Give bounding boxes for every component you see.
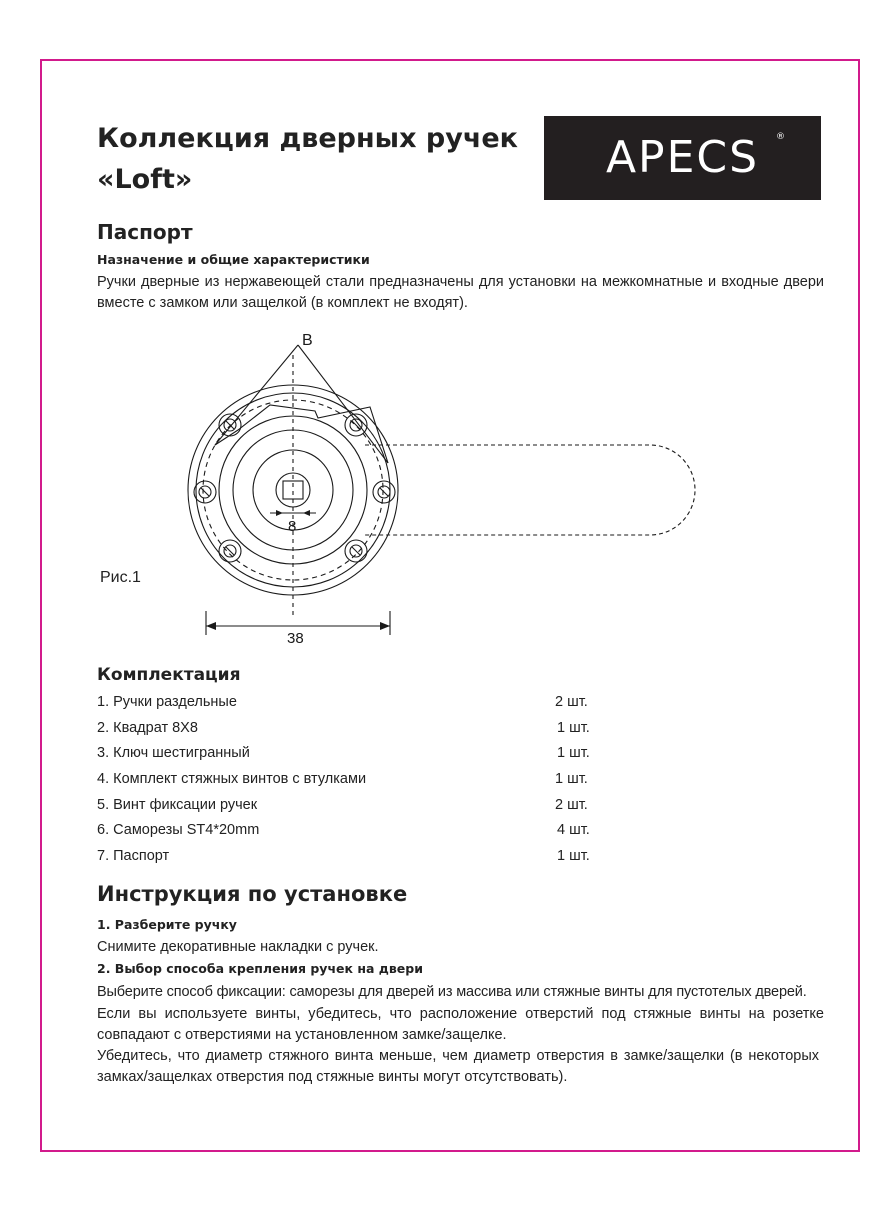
step1-text: Снимите декоративные накладки с ручек. xyxy=(97,939,379,955)
registered-mark: ® xyxy=(776,132,785,142)
step2-text-3: Убедитесь, что диаметр стяжного винта меньше, чем диаметр отверстия в замке/защелки (в некоторых замках/защелках отверстия под стяжные винты могут отсутствовать). xyxy=(97,1048,819,1085)
kit-item-name: 6. Саморезы ST4*20mm xyxy=(97,822,260,839)
screw-hole-bottom-left xyxy=(219,540,241,562)
list-item xyxy=(97,741,617,767)
screw-hole-bottom-right xyxy=(345,540,367,562)
figure-caption: Рис.1 xyxy=(100,569,141,586)
handle-outline xyxy=(365,445,695,535)
kit-item-qty: 1 шт. xyxy=(557,848,590,865)
kit-item-name: 5. Винт фиксации ручек xyxy=(97,796,258,813)
title-line-2: «Loft» xyxy=(97,164,193,195)
screw-hole-right xyxy=(373,481,395,503)
kit-item-name: 2. Квадрат 8Х8 xyxy=(97,719,198,736)
rosette-diagram xyxy=(160,325,720,655)
step1-heading: 1. Разберите ручку xyxy=(97,917,237,932)
list-item xyxy=(97,793,617,819)
list-item xyxy=(97,844,617,870)
kit-item-qty: 1 шт. xyxy=(555,771,588,788)
logo-text: APECS xyxy=(605,132,760,183)
list-item xyxy=(97,690,617,716)
screw-hole-left xyxy=(194,481,216,503)
label-b: B xyxy=(302,332,313,349)
kit-item-qty: 2 шт. xyxy=(555,796,588,813)
kit-item-name: 1. Ручки раздельные xyxy=(97,694,237,710)
kit-item-qty: 1 шт. xyxy=(557,745,590,762)
kit-item-qty: 1 шт. xyxy=(557,719,590,736)
label-dim-8: 8 xyxy=(288,518,297,535)
purpose-text: Ручки дверные из нержавеющей стали предназначены для установки на межкомнатные и входные двери вместе с замком или защелкой (в комплект не входят). xyxy=(97,274,824,311)
kit-heading: Комплектация xyxy=(97,665,241,685)
kit-list xyxy=(97,690,617,870)
kit-item-name: 4. Комплект стяжных винтов с втулками xyxy=(97,771,367,788)
list-item xyxy=(97,818,617,844)
kit-item-qty: 4 шт. xyxy=(557,822,590,839)
list-item xyxy=(97,716,617,742)
label-dim-38: 38 xyxy=(287,630,304,647)
title-line-1: Коллекция дверных ручек xyxy=(97,123,518,154)
list-item xyxy=(97,767,617,793)
install-heading: Инструкция по установке xyxy=(97,882,408,906)
step2-heading: 2. Выбор способа крепления ручек на двери xyxy=(97,961,423,976)
step2-text-1: Выберите способ фиксации: саморезы для дверей из массива или стяжные винты для пустотелых дверей. xyxy=(97,984,807,1000)
kit-item-qty: 2 шт. xyxy=(555,694,588,710)
apecs-logo xyxy=(544,116,821,200)
kit-item-name: 7. Паспорт xyxy=(97,848,170,865)
screw-hole-top-right xyxy=(345,414,367,436)
kit-item-name: 3. Ключ шестигранный xyxy=(97,745,250,762)
purpose-heading: Назначение и общие характеристики xyxy=(97,252,370,267)
step2-text-2: Если вы используете винты, убедитесь, что расположение отверстий под стяжные винты на розетке совпадают с отверстиями на установленном замке/защелке. xyxy=(97,1006,824,1043)
passport-heading: Паспорт xyxy=(97,220,193,244)
document-title xyxy=(97,118,537,200)
screw-hole-top-left xyxy=(219,414,241,436)
